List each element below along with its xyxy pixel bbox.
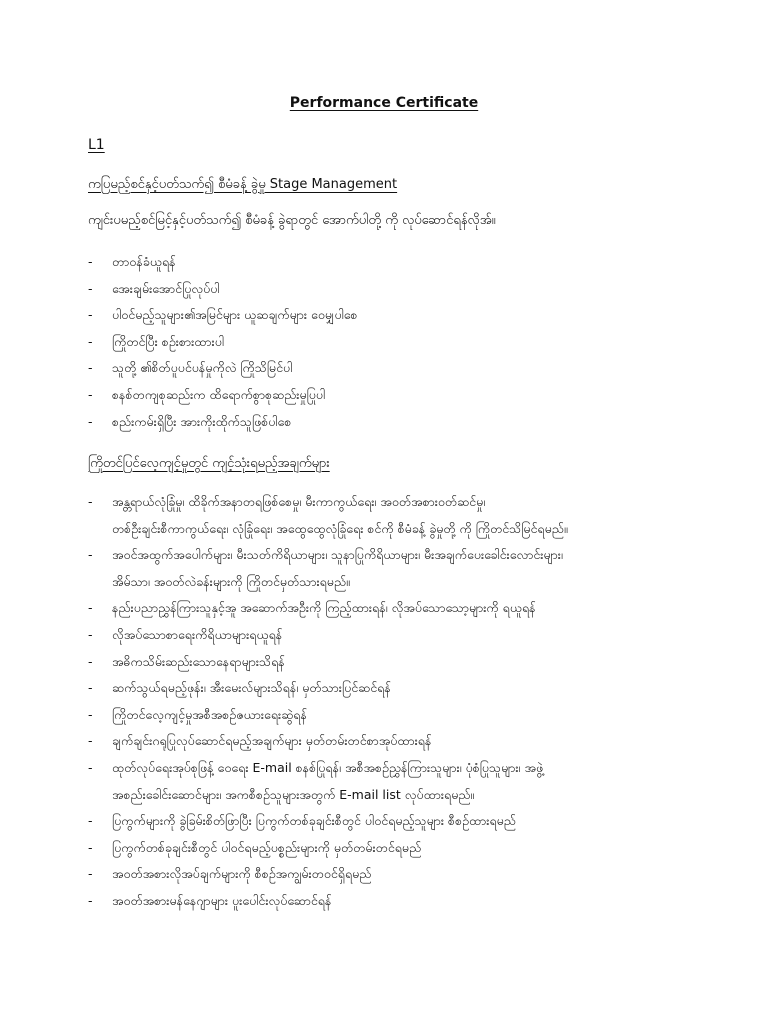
section2-item: - နည်းပညာညွှန်ကြားသူနှင့်အူ အဆောက်အဦးကို ကြည့်ထားရန်၊ လိုအပ်သောသော့များကို ရယူရန် — [88, 595, 688, 622]
section2-item: - ချက်ချင်းဂရုပြုလုပ်ဆောင်ရမည့်အချက်များ မှတ်တမ်းတင်စာအုပ်ထားရန် — [88, 728, 688, 755]
section2-item-line: - အန္တရာယ်လုံခြုံမှု၊ ထိခိုက်အနာတရဖြစ်စေမှု၊ မီးကာကွယ်ရေး၊ အဝတ်အစားဝတ်ဆင်မှု၊ — [112, 494, 486, 509]
section1-heading: ကပြမည့်စင်နှင့်ပတ်သက်၍ စီမံခန့် ခွဲမှု Stage Management — [88, 177, 398, 192]
section2-item: - အဓိကသိမ်းဆည်းသောနေရာများသိရန် — [88, 649, 688, 676]
section1-item: - စည်းကမ်းရှိပြီး အားကိုးထိုက်သူဖြစ်ပါစေ — [88, 409, 688, 436]
section1-list — [88, 249, 688, 435]
section2-item: - အဝတ်အစားလိုအပ်ချက်များကို စီစဉ်အကျွမ်းတဝင်ရှိရမည် — [88, 861, 688, 888]
section1-item: - တာဝန်ခံယူရန် — [88, 249, 688, 276]
section2-item — [88, 755, 688, 808]
section2-heading: ကြိုတင်ပြင်လေ့ကျင့်မှုတွင် ကျင့်သုံးရမည့်အချက်များ — [88, 456, 330, 471]
section2-item — [88, 542, 688, 595]
section1-item: - အေးချမ်းအောင်ပြုလုပ်ပါ — [88, 276, 688, 303]
section2-item: - ကြိုတင်လေ့ကျင့်မှုအစီအစဉ်ဇယားရေးဆွဲရန် — [88, 702, 688, 729]
section2-list — [88, 489, 688, 915]
document-title — [0, 95, 768, 111]
level-label: L1 — [88, 137, 105, 153]
section2-item: - အဝတ်အစားမန်နေဂျာများ ပူးပေါင်းလုပ်ဆောင်ရန် — [88, 888, 688, 915]
section2-item-line: - အဝင်အထွက်အပေါက်များ၊ မီးသတ်ကိရိယာများ၊ သူနာပြုကိရိယာများ၊ မီးအချက်ပေးခေါင်းလောင်းများ၊ — [112, 547, 563, 563]
section1-item: - ပါဝင်မည့်သူများ၏အမြင်များ ယူဆချက်များ ဝေမျှပါစေ — [88, 302, 688, 329]
section2-item: - ဆက်သွယ်ရမည့်ဖုန်း၊ အီးမေးလ်များသိရန်၊ မှတ်သားပြင်ဆင်ရန် — [88, 675, 688, 702]
section2-item — [88, 489, 688, 542]
document-title-text: Performance Certificate — [289, 95, 479, 111]
section2-item: - ပြကွက်များကို ခွဲခြမ်းစိတ်ဖြာပြီး ပြကွက်တစ်ခုချင်းစီတွင် ပါဝင်ရမည့်သူများ စီစဉ်ထားရမည် — [88, 808, 688, 835]
section2-item-line: အိမ်သာ၊ အဝတ်လဲခန်းများကို ကြိုတင်မှတ်သားရမည်။ — [112, 573, 350, 589]
section2-item-line: တစ်ဦးချင်းစီကာကွယ်ရေး၊ လုံခြုံရေး၊ အထွေထွေလုံခြုံရေး စင်ကို စီမံခန့် ခွဲမှုတို့ ကို ကြိုတင်သိမြင်ရမည်။ — [112, 520, 568, 536]
section2-item: - လိုအပ်သောစာရေးကိရိယာများရယူရန် — [88, 622, 688, 649]
section1-item: - သူတို့ ၏စိတ်ပူပင်ပန်မှုကိုလဲ ကြိုသိမြင်ပါ — [88, 355, 688, 382]
section2-item-line: အစည်းခေါင်းဆောင်များ၊ အကစီစဉ်သူများအတွက် E-mail list လုပ်ထားရမည်။ — [112, 786, 475, 802]
section1-intro: ကျင်းပမည့်စင်မြင့်နှင့်ပတ်သက်၍ စီမံခန့် ခွဲရာတွင် အောက်ပါတို့ ကို လုပ်ဆောင်ရန်လိုအ်။ — [88, 213, 496, 228]
section1-item: - ကြိုတင်ပြီး စဉ်းစားထားပါ — [88, 329, 688, 356]
section2-item: - ပြကွက်တစ်ခုချင်းစီတွင် ပါဝင်ရမည့်ပစ္စည်းများကို မှတ်တမ်းတင်ရမည် — [88, 835, 688, 862]
section2-item-line: - ထုတ်လုပ်ရေးအုပ်စုဖြန့် ဝေရေး E-mail စနစ်ပြုရန်၊ အစီအစဉ်ညွှန်ကြားသူများ၊ ပုံစံပြုသူများ၊ အဖွဲ့ — [112, 759, 544, 775]
section1-item: - စနစ်တကျစုဆည်းက ထိရောက်စွာစုဆည်းမှုပြုပါ — [88, 382, 688, 409]
